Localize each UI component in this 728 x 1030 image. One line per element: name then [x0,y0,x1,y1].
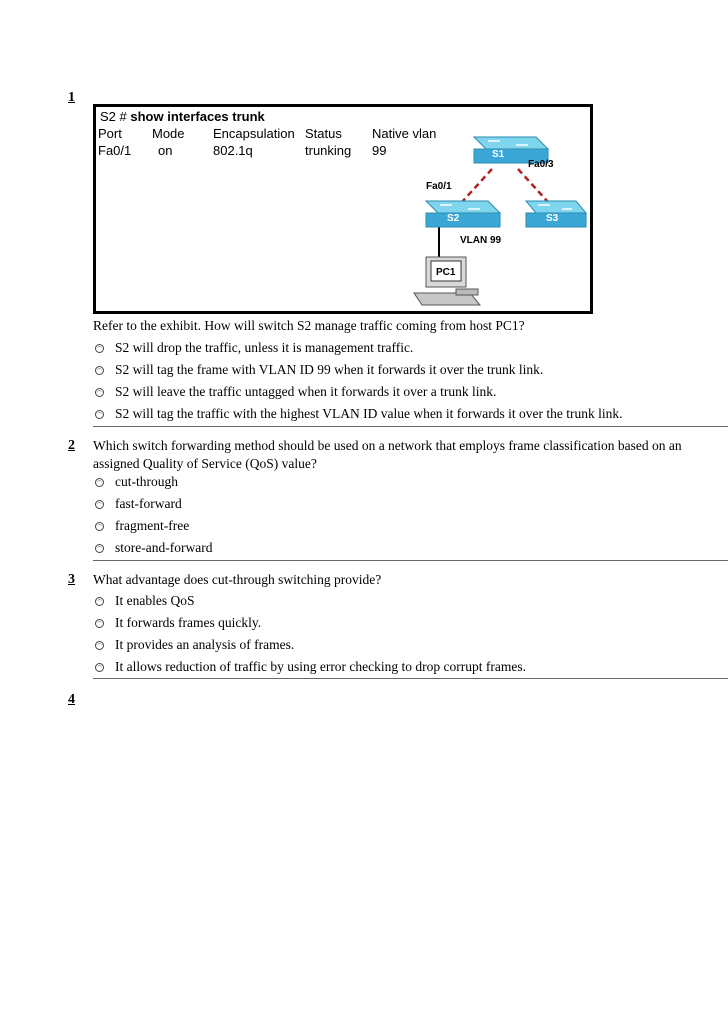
q3-option-3-label: It provides an analysis of frames. [115,637,295,652]
cli-cell-encapsulation: 802.1q [213,143,253,158]
radio-icon[interactable] [95,388,104,397]
device-label-pc1: PC1 [436,267,456,278]
radio-icon[interactable] [95,641,104,650]
q1-option-3[interactable] [95,384,496,400]
question-3-text: What advantage does cut-through switching provide? [93,572,382,587]
q2-option-4-label: store-and-forward [115,540,213,555]
radio-icon[interactable] [95,366,104,375]
question-number-3: 3 [68,572,75,587]
q1-option-3-label: S2 will leave the traffic untagged when it forwards it over a trunk link. [115,384,497,399]
q3-option-4-label: It allows reduction of traffic by using error checking to drop corrupt frames. [115,659,526,674]
q3-option-1-label: It enables QoS [115,593,195,608]
cli-header-mode: Mode [152,126,185,141]
radio-icon[interactable] [95,619,104,628]
question-number-1: 1 [68,90,75,105]
q1-option-2[interactable] [95,362,543,378]
q2-option-2-label: fast-forward [115,496,182,511]
radio-icon[interactable] [95,663,104,672]
cli-header-port: Port [98,126,122,141]
radio-icon[interactable] [95,478,104,487]
question-divider [93,426,728,427]
cli-header-status: Status [305,126,342,141]
q3-option-1[interactable] [95,593,194,609]
question-2-text-line2: assigned Quality of Service (QoS) value? [93,456,317,471]
port-label-fa0-1: Fa0/1 [426,181,452,192]
topology-diagram [96,107,590,311]
q3-option-3[interactable] [95,637,294,653]
cli-command: show interfaces trunk [130,109,265,124]
cli-cell-native-vlan: 99 [372,143,387,158]
question-2-text-line1: Which switch forwarding method should be used on a network that employs frame classification based on an [93,438,682,453]
question-1-text: Refer to the exhibit. How will switch S2 manage traffic coming from host PC1? [93,318,525,333]
switch-s2-icon [426,201,500,227]
device-label-s2: S2 [447,213,460,224]
q3-option-4[interactable] [95,659,526,675]
q3-option-2-label: It forwards frames quickly. [115,615,262,630]
radio-icon[interactable] [95,500,104,509]
q2-option-1-label: cut-through [115,474,178,489]
q2-option-1[interactable] [95,474,178,490]
q2-option-3[interactable] [95,518,189,534]
question-number-2: 2 [68,438,75,453]
question-divider [93,560,728,561]
q2-option-4[interactable] [95,540,212,556]
q1-option-4-label: S2 will tag the traffic with the highest VLAN ID value when it forwards it over the trunk link. [115,406,623,421]
vlan-label: VLAN 99 [460,235,502,246]
radio-icon[interactable] [95,597,104,606]
q1-option-2-label: S2 will tag the frame with VLAN ID 99 when it forwards it over the trunk link. [115,362,544,377]
link-s1-s3 [518,169,548,202]
cli-header-native-vlan: Native vlan [372,126,437,141]
q3-option-2[interactable] [95,615,261,631]
question-divider [93,678,728,679]
q1-option-1[interactable] [95,340,413,356]
radio-icon[interactable] [95,344,104,353]
cli-cell-port: Fa0/1 [98,143,132,158]
radio-icon[interactable] [95,522,104,531]
cli-prompt: S2 # [100,109,127,124]
cli-cell-status: trunking [305,143,352,158]
port-label-fa0-3: Fa0/3 [528,159,554,170]
device-label-s1: S1 [492,149,505,160]
q1-option-4[interactable] [95,406,623,422]
q2-option-2[interactable] [95,496,182,512]
device-label-s3: S3 [546,213,559,224]
question-number-4: 4 [68,692,75,707]
q1-option-1-label: S2 will drop the traffic, unless it is management traffic. [115,340,414,355]
radio-icon[interactable] [95,410,104,419]
pc1-icon [414,257,480,305]
cli-header-encapsulation: Encapsulation [213,126,295,141]
cli-cell-mode: on [158,143,173,158]
exhibit-figure [93,104,593,314]
link-s1-s2 [462,169,492,202]
radio-icon[interactable] [95,544,104,553]
q2-option-3-label: fragment-free [115,518,190,533]
